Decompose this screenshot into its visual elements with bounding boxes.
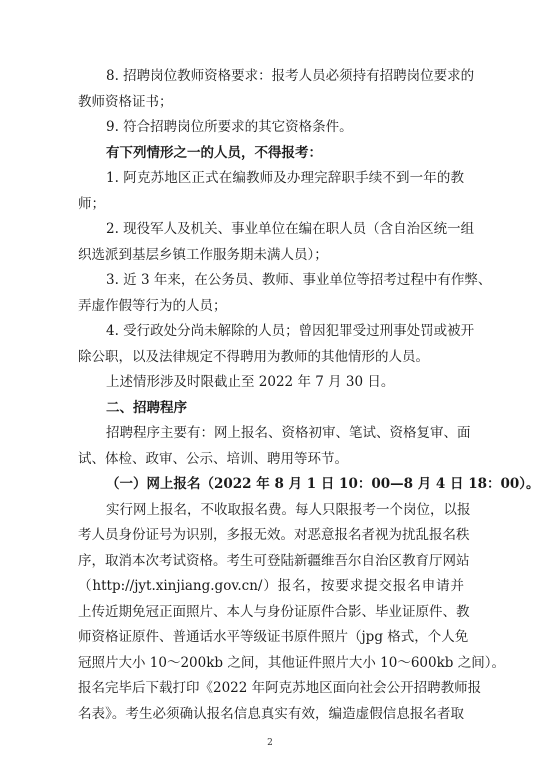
registration-paragraph-line-2: 考人员身份证号为识别，多报无效。对恶意报名者视为扰乱报名秩 [78,527,470,543]
registration-paragraph-line-3: 序，取消本次考试资格。考生可登陆新疆维吾尔自治区教育厅网站 [78,552,470,569]
disqualification-3-line-1: 3. 近 3 年来，在公务员、教师、事业单位等招考过程中有作弊、 [106,272,492,288]
requirement-8-line-2: 教师资格证书； [78,93,173,110]
disqualification-1-line-2: 师； [78,195,105,212]
registration-paragraph-line-6: 师资格证原件、普通话水平等级证书原件照片（jpg 格式，个人免 [78,629,469,645]
requirement-9: 9. 符合招聘岗位所要求的其它资格条件。 [106,119,353,135]
time-limit-note: 上述情形涉及时限截止至 2022 年 7 月 30 日。 [106,374,395,390]
page-number: 2 [267,738,273,748]
registration-paragraph-line-5: 上传近期免冠正面照片、本人与身份证原件合影、毕业证原件、教 [78,603,470,620]
disqualification-2-line-1: 2. 现役军人及机关、事业单位在编在职人员（含自治区统一组 [106,221,475,237]
disqualification-3-line-2: 弄虚作假等行为的人员； [78,297,227,314]
procedure-overview-line-2: 试、体检、政审、公示、培训、聘用等环节。 [78,450,348,467]
procedure-overview-line-1: 招聘程序主要有：网上报名、资格初审、笔试、资格复审、面 [106,425,471,441]
disqualification-4-line-1: 4. 受行政处分尚未解除的人员；曾因犯罪受过刑事处罚或被开 [106,323,475,339]
registration-paragraph-line-7: 冠照片大小 10～200kb 之间，其他证件照片大小 10～600kb 之间）。 [78,654,505,671]
registration-paragraph-line-4: （http://jyt.xinjiang.gov.cn/）报名，按要求提交报名申请并 [78,578,464,594]
section-heading-recruitment-procedure: 二、招聘程序 [106,399,187,416]
registration-paragraph-line-9: 名表》。考生必须确认报名信息真实有效，编造虚假信息报名者取 [78,705,464,722]
subsection-heading-online-registration: （一）网上报名（2022 年 8 月 1 日 10：00—8 月 4 日 18：00）。 [106,476,540,492]
registration-paragraph-line-1: 实行网上报名，不收取报名费。每人只限报考一个岗位，以报 [106,501,471,518]
disqualification-heading: 有下列情形之一的人员，不得报考： [106,144,322,161]
disqualification-2-line-2: 织选派到基层乡镇工作服务期未满人员）； [78,246,328,263]
disqualification-1-line-1: 1. 阿克苏地区正式在编教师及办理完辞职手续不到一年的教 [106,170,464,186]
disqualification-4-line-2: 除公职，以及法律规定不得聘用为教师的其他情形的人员。 [78,348,429,365]
requirement-8-line-1: 8. 招聘岗位教师资格要求：报考人员必须持有招聘岗位要求的 [106,68,475,84]
registration-paragraph-line-8: 报名完毕后下载打印《2022 年阿克苏地区面向社会公开招聘教师报 [78,680,482,696]
